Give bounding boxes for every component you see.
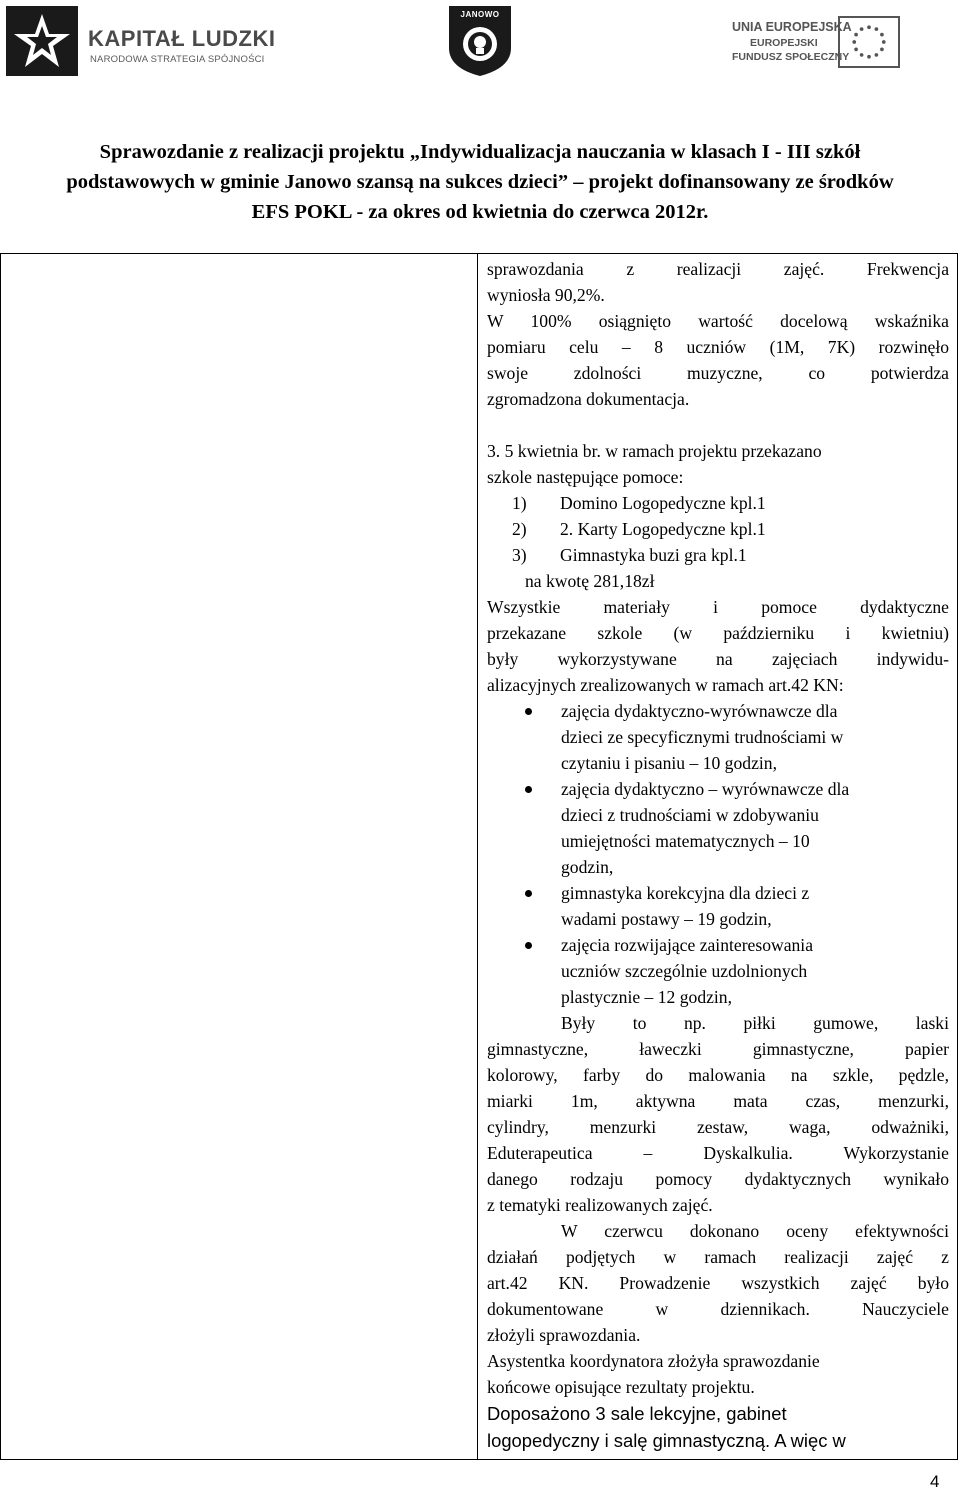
text-line: logopedyczny i salę gimnastyczną. A więc w <box>487 1430 846 1451</box>
eu-line-1: UNIA EUROPEJSKA <box>732 20 852 34</box>
bullet-line: gimnastyka korekcyjna dla dzieci z <box>561 883 810 903</box>
bullet-line: dzieci ze specyficznymi trudnościami w <box>561 727 844 747</box>
text-line: art.42 KN. Prowadzenie wszystkich zajęć było <box>487 1273 949 1293</box>
text-line: pomiaru celu – 8 uczniów (1M, 7K) rozwinęło <box>487 337 949 357</box>
bullet-icon <box>525 786 532 793</box>
kapital-ludzki-logo <box>6 6 276 76</box>
right-column-content <box>487 256 949 1454</box>
aids-list <box>487 490 949 568</box>
bullet-line: godzin, <box>561 857 614 877</box>
text-line: Doposażono 3 sale lekcyjne, gabinet <box>487 1403 787 1424</box>
list-text: Domino Logopedyczne kpl.1 <box>560 493 766 513</box>
list-number: 1) <box>512 493 527 513</box>
column-divider <box>477 253 478 1460</box>
page-number: 4 <box>930 1472 940 1491</box>
list-text: 2. Karty Logopedyczne kpl.1 <box>560 519 766 539</box>
header-logos <box>0 0 960 90</box>
bullet-line: uczniów szczególnie uzdolnionych <box>561 961 808 981</box>
text-line: działań podjętych w ramach realizacji zajęć z <box>487 1247 949 1267</box>
bullet-line: czytaniu i pisaniu – 10 godzin, <box>561 753 777 773</box>
list-item <box>487 698 949 776</box>
title-line-3: EFS POKL - za okres od kwietnia do czerwca 2012r. <box>251 201 709 223</box>
bullet-line: zajęcia dydaktyczno-wyrównawcze dla <box>561 701 838 721</box>
text-line: W 100% osiągnięto wartość docelową wskaźnika <box>487 311 949 331</box>
bullet-line: umiejętności matematycznych – 10 <box>561 831 810 851</box>
text-line: szkole następujące pomoce: <box>487 467 684 487</box>
text-line: sprawozdania z realizacji zajęć. Frekwencja <box>487 259 949 279</box>
text-line: 3. 5 kwietnia br. w ramach projektu przekazano <box>487 441 822 461</box>
bullet-line: dzieci z trudnościami w zdobywaniu <box>561 805 819 825</box>
text-line: końcowe opisujące rezultaty projektu. <box>487 1377 755 1397</box>
text-line: Eduterapeutica – Dyskalkulia. Wykorzystanie <box>487 1143 949 1163</box>
amount-line: na kwotę 281,18zł <box>525 571 655 591</box>
bullet-line: wadami postawy – 19 godzin, <box>561 909 772 929</box>
janowo-label: JANOWO <box>460 10 500 19</box>
text-line: swoje zdolności muzyczne, co potwierdza <box>487 363 949 383</box>
text-line: z tematyki realizowanych zajęć. <box>487 1195 713 1215</box>
bullet-line: zajęcia rozwijające zainteresowania <box>561 935 814 955</box>
bullet-icon <box>525 708 532 715</box>
bullet-line: zajęcia dydaktyczno – wyrównawcze dla <box>561 779 850 799</box>
bullet-line: plastycznie – 12 godzin, <box>561 987 733 1007</box>
text-line: wyniosła 90,2%. <box>487 285 605 305</box>
report-title <box>10 137 950 227</box>
list-item <box>487 880 949 932</box>
list-item <box>487 542 949 568</box>
list-text: Gimnastyka buzi gra kpl.1 <box>560 545 747 565</box>
text-line: Wszystkie materiały i pomoce dydaktyczne <box>487 597 949 617</box>
eu-logo <box>728 8 960 78</box>
text-line: miarki 1m, aktywna mata czas, menzurki, <box>487 1091 949 1111</box>
list-item <box>487 932 949 1010</box>
text-line: danego rodzaju pomocy dydaktycznych wynikało <box>487 1169 949 1189</box>
kapital-ludzki-subtitle: NARODOWA STRATEGIA SPÓJNOŚCI <box>90 54 265 65</box>
text-line: były wykorzystywane na zajęciach indywidu- <box>487 649 949 669</box>
title-line-2: podstawowych w gminie Janowo szansą na sukces dzieci” – projekt dofinansowany ze środków <box>66 171 894 193</box>
text-line: złożyli sprawozdania. <box>487 1325 641 1345</box>
list-number: 2) <box>512 519 527 539</box>
text-line: zgromadzona dokumentacja. <box>487 389 690 409</box>
list-number: 3) <box>512 545 527 565</box>
bullet-icon <box>525 942 532 949</box>
text-line: przekazane szkole (w październiku i kwietniu) <box>487 623 949 643</box>
title-line-1: Sprawozdanie z realizacji projektu „Indywidualizacja nauczania w klasach I - III szkół <box>99 141 861 163</box>
text-line: alizacyjnych zrealizowanych w ramach art.42 KN: <box>487 675 844 695</box>
list-item <box>487 776 949 880</box>
activities-list <box>487 698 949 1010</box>
list-item <box>487 490 949 516</box>
text-line: kolorowy, farby do malowania na szkle, pędzle, <box>487 1065 949 1085</box>
eu-flag-icon <box>838 16 900 68</box>
janowo-crest-logo <box>447 4 513 78</box>
list-item <box>487 516 949 542</box>
star-emblem-icon <box>6 6 78 76</box>
text-line: Asystentka koordynatora złożyła sprawozdanie <box>487 1351 820 1371</box>
text-line: cylindry, menzurki zestaw, waga, odważniki, <box>487 1117 949 1137</box>
text-line: Były to np. piłki gumowe, laski <box>561 1013 949 1033</box>
bullet-icon <box>525 890 532 897</box>
kapital-ludzki-title: KAPITAŁ LUDZKI <box>88 26 276 51</box>
text-line: dokumentowane w dziennikach. Nauczyciele <box>487 1299 949 1319</box>
eu-line-3: FUNDUSZ SPOŁECZNY <box>732 51 850 63</box>
text-line: gimnastyczne, ławeczki gimnastyczne, papier <box>487 1039 949 1059</box>
eu-line-2: EUROPEJSKI <box>750 37 818 49</box>
text-line: W czerwcu dokonano oceny efektywności <box>561 1221 949 1241</box>
